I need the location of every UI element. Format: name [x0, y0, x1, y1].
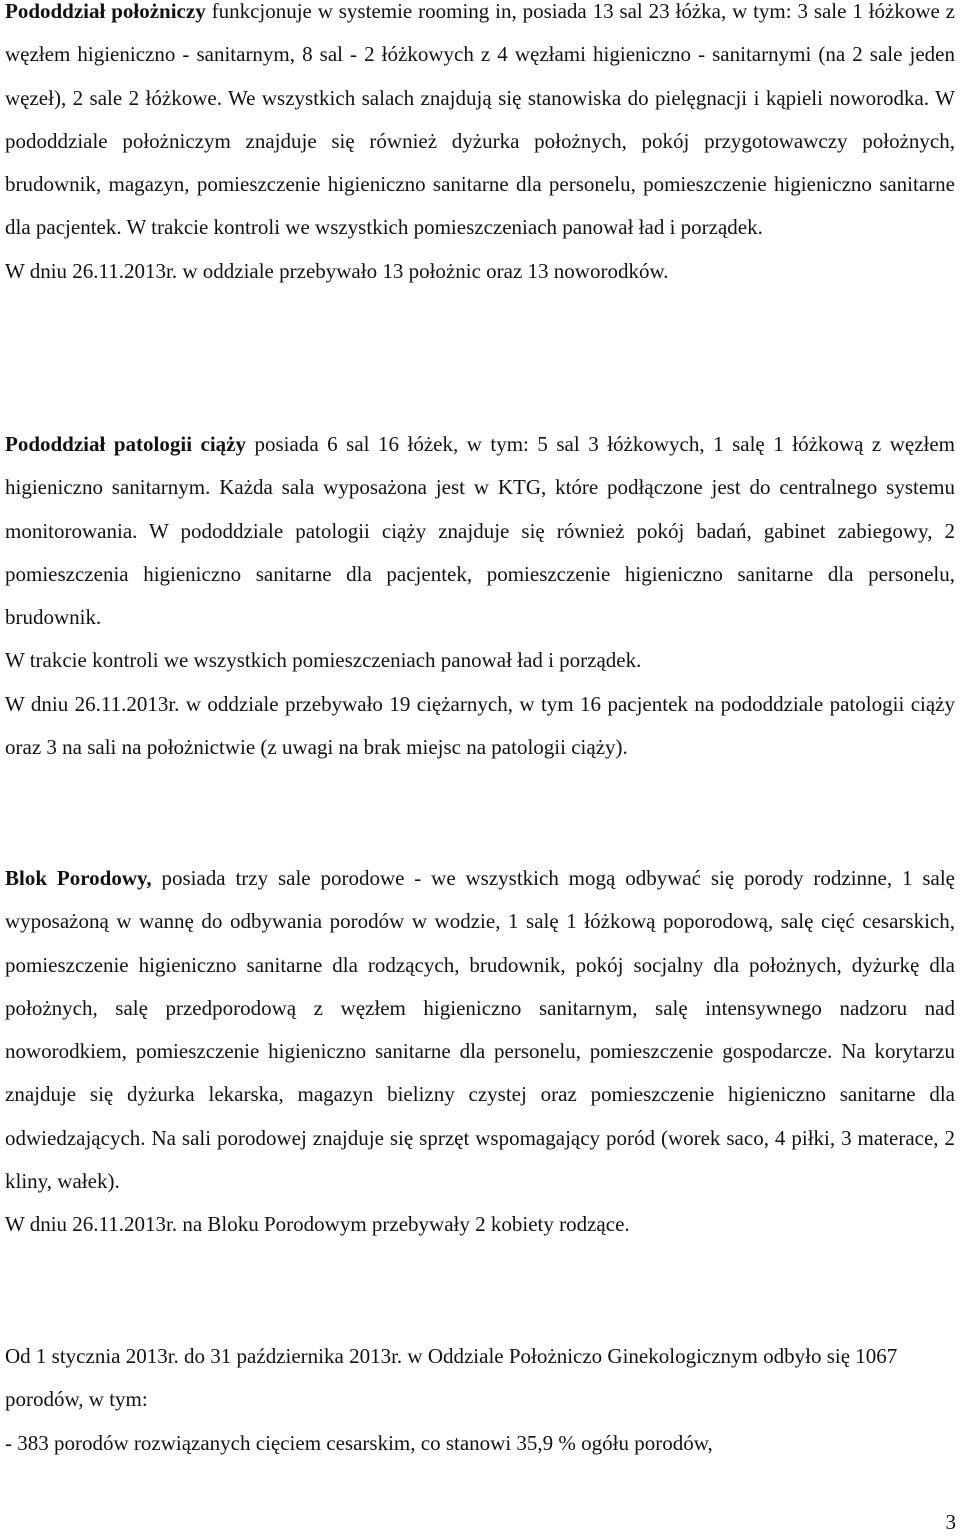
page-number: 3 [945, 1510, 956, 1534]
caesarean-line: - 383 porodów rozwiązanych cięciem cesarskim, co stanowi 35,9 % ogółu porodów, [5, 1430, 713, 1455]
births-summary-line: Od 1 stycznia 2013r. do 31 października 2013r. w Oddziale Położniczo Ginekologicznym odbyło się 1067 porodów, w tym: [5, 1344, 898, 1412]
maternity-date-line: W dniu 26.11.2013r. w oddziale przebywało 13 położnic oraz 13 noworodków. [5, 258, 669, 283]
section-delivery-block [5, 857, 955, 1247]
section-births-summary [5, 1335, 955, 1465]
delivery-heading: Blok Porodowy, [5, 866, 152, 890]
maternity-heading: Pododdział położniczy [5, 0, 206, 23]
pathology-text: posiada 6 sal 16 łóżek, w tym: 5 sal 3 łóżkowych, 1 salę 1 łóżkową z węzłem higieniczno sanitarnym. Każda sala wyposażona jest w KTG, które podłączone jest do centralnego systemu monitorowania. W pododdziale patologii ciąży znajduje się również pokój badań, gabinet zabiegowy, 2 pomieszczenia higieniczno sanitarne dla pacjentek, pomieszczenie higieniczno sanitarne dla personelu, brudownik. [5, 432, 955, 630]
section-maternity-ward [5, 0, 955, 293]
maternity-text: funkcjonuje w systemie rooming in, posiada 13 sal 23 łóżka, w tym: 3 sale 1 łóżkowe z węzłem higieniczno - sanitarnym, 8 sal - 2 łóżkowych z 4 węzłami higieniczno - sanitarnymi (na 2 sale jeden węzeł), 2 sale 2 łóżkowe. We wszystkich salach znajdują się stanowiska do pielęgnacji i kąpieli noworodka. W pododdziale położniczym znajduje się również dyżurka położnych, pokój przygotowawczy położnych, brudownik, magazyn, pomieszczenie higieniczno sanitarne dla personelu, pomieszczenie higieniczno sanitarne dla pacjentek. W trakcie kontroli we wszystkich pomieszczeniach panował ład i porządek. [5, 0, 956, 240]
pathology-date-line: W dniu 26.11.2013r. w oddziale przebywało 19 ciężarnych, w tym 16 pacjentek na pododdziale patologii ciąży oraz 3 na sali na położnictwie (z uwagi na brak miejsc na patologii ciąży). [5, 691, 955, 760]
delivery-text: posiada trzy sale porodowe - we wszystkich mogą odbywać się porody rodzinne, 1 salę wyposażoną w wannę do odbywania porodów w wodzie, 1 salę 1 łóżkową poporodową, salę cięć cesarskich, pomieszczenie higieniczno sanitarne dla rodzących, brudownik, pokój socjalny dla położnych, dyżurkę dla położnych, salę przedporodową z węzłem higieniczno sanitarnym, salę intensywnego nadzoru nad noworodkiem, pomieszczenie higieniczno sanitarne dla personelu, pomieszczenie gospodarcze. Na korytarzu znajduje się dyżurka lekarska, magazyn bielizny czystej oraz pomieszczenie higieniczno sanitarne dla odwiedzających. Na sali porodowej znajduje się sprzęt wspomagający poród (worek saco, 4 piłki, 3 materace, 2 kliny, wałek). [5, 866, 955, 1194]
pathology-order-line: W trakcie kontroli we wszystkich pomieszczeniach panował ład i porządek. [5, 648, 642, 673]
section-pregnancy-pathology [5, 423, 955, 769]
delivery-paragraph [5, 857, 955, 1203]
delivery-date-line: W dniu 26.11.2013r. na Bloku Porodowym przebywały 2 kobiety rodzące. [5, 1212, 630, 1237]
maternity-paragraph [5, 0, 955, 250]
pathology-paragraph [5, 423, 955, 639]
pathology-heading: Pododdział patologii ciąży [5, 432, 247, 456]
